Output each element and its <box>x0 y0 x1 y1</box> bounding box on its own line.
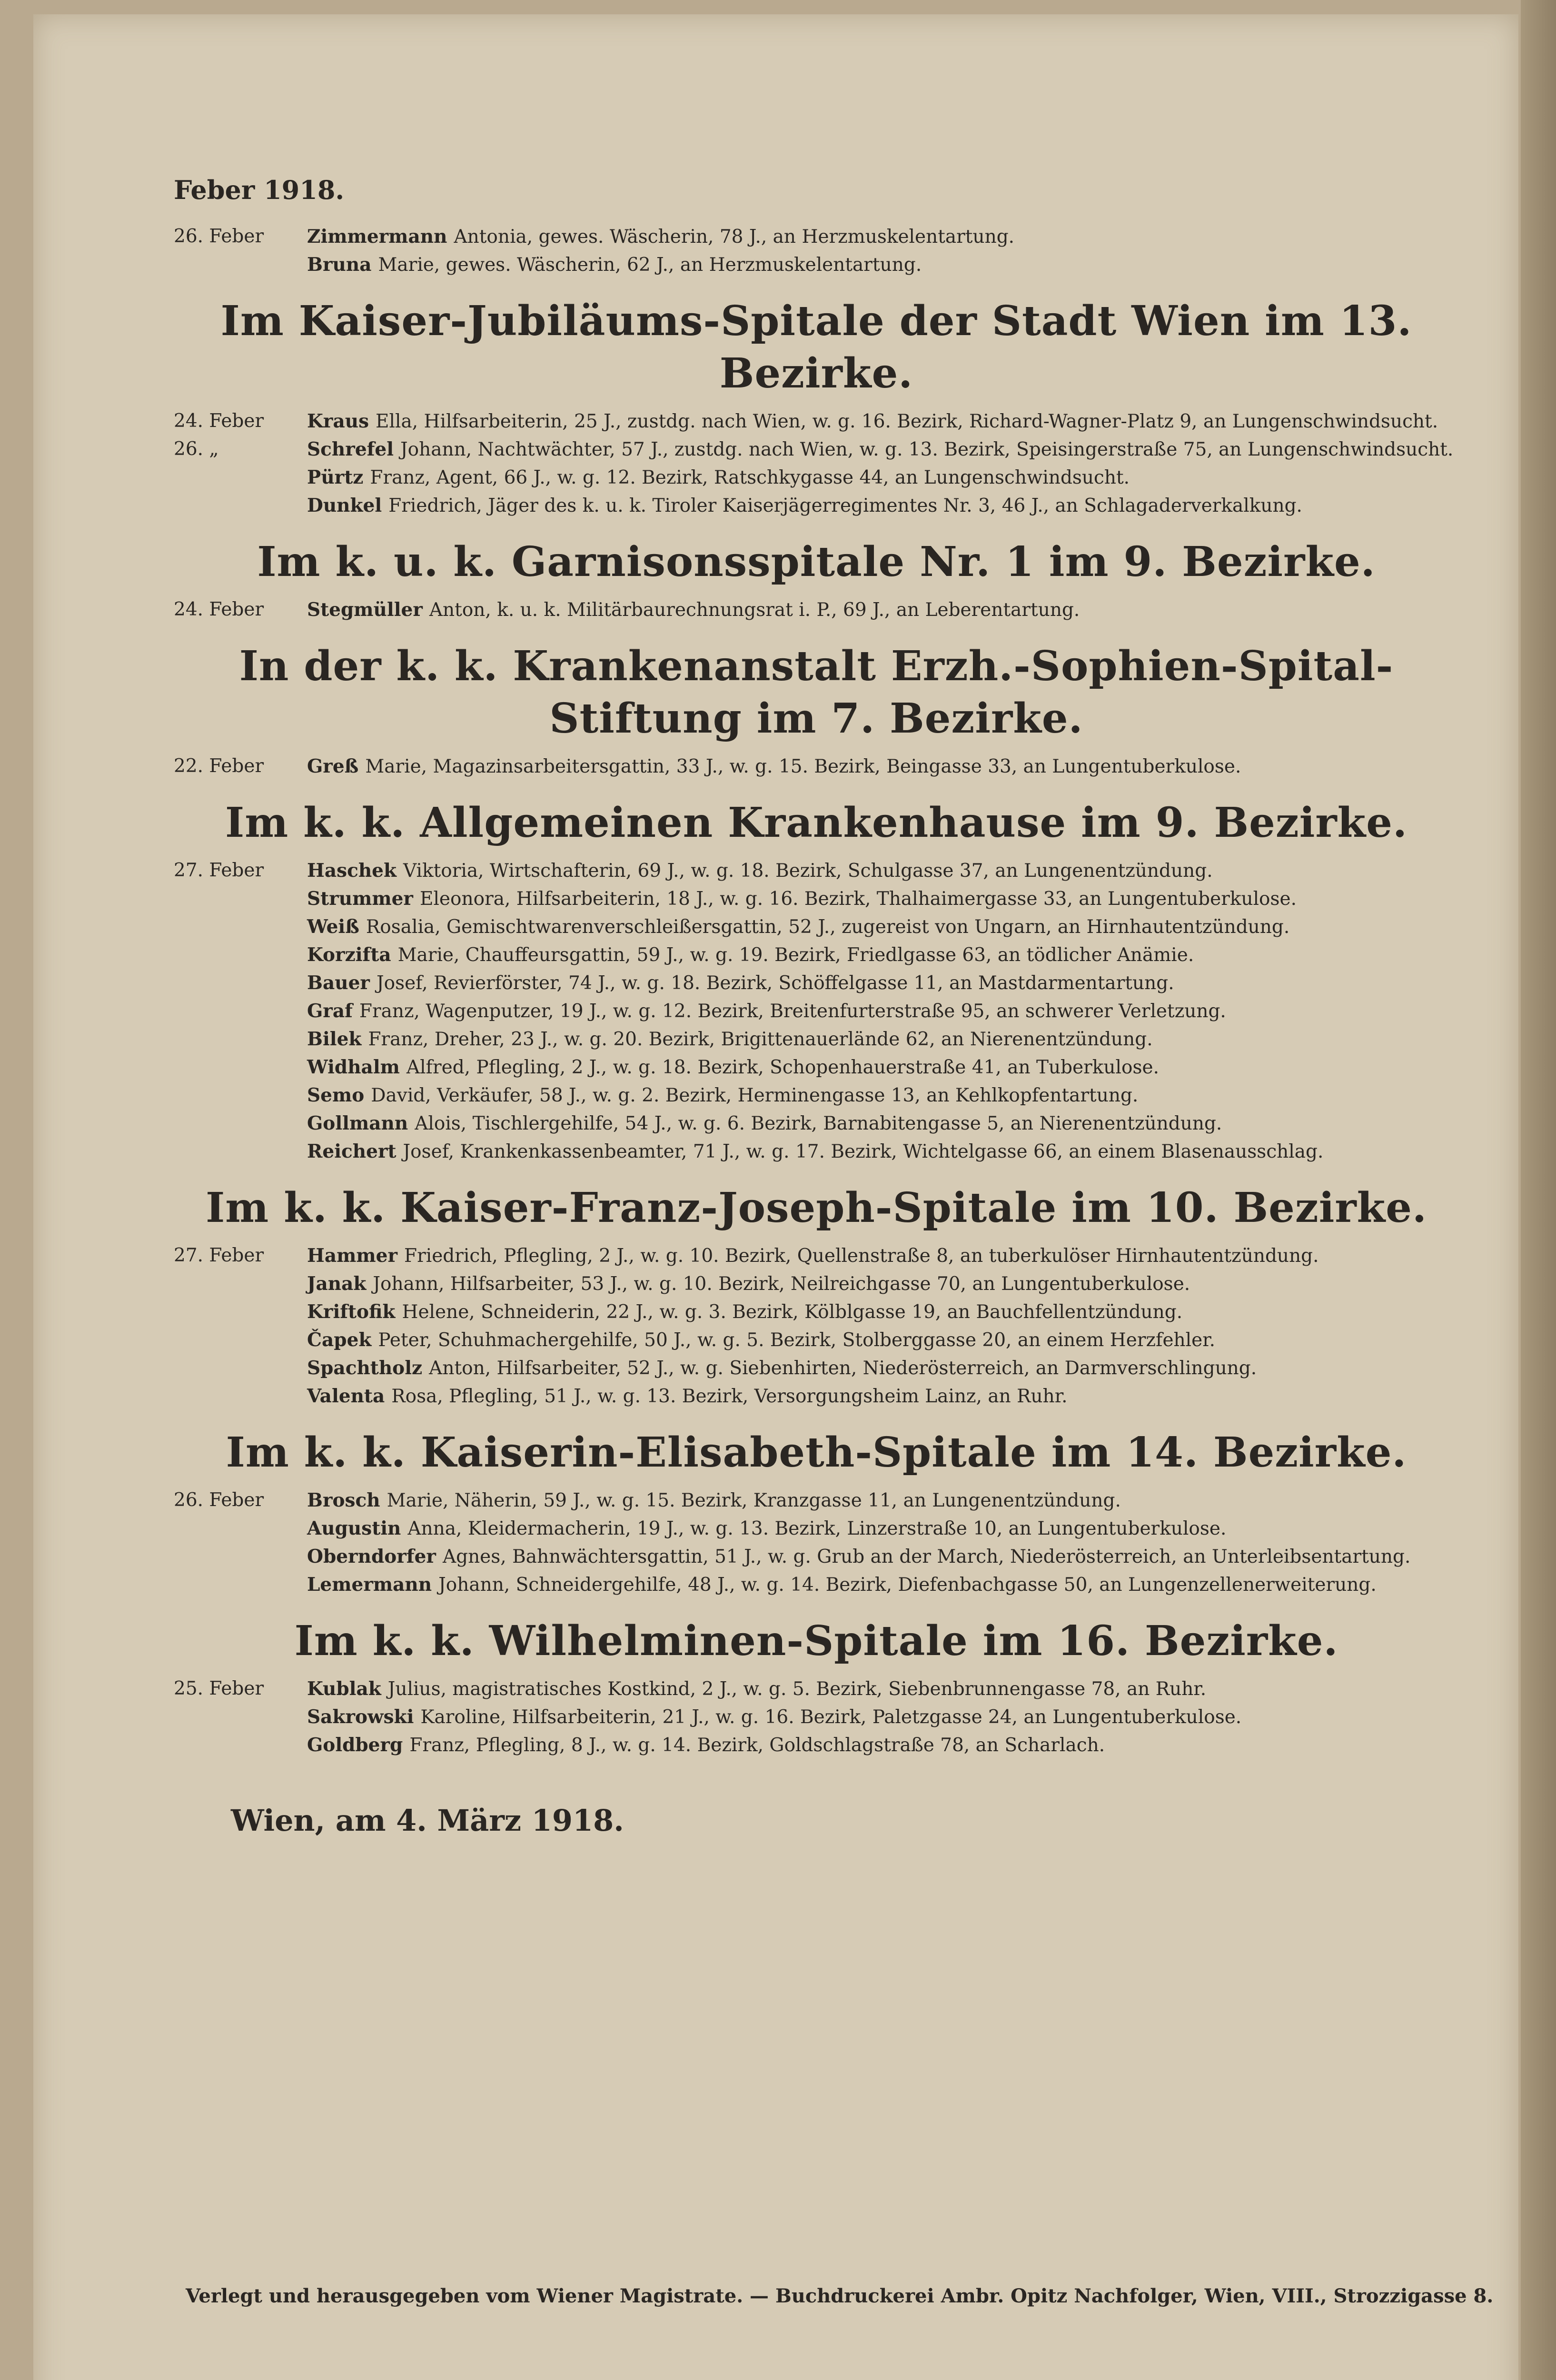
entry-date <box>174 1298 307 1326</box>
entry-body <box>307 1081 1459 1110</box>
entry-surname: Widhalm <box>307 1056 400 1078</box>
entry-date <box>174 941 307 969</box>
entry-body <box>307 969 1459 997</box>
entry-details: Josef, Krankenkassenbeamter, 71 J., w. g. 17. Bezirk, Wichtelgasse 66, an einem Blasenausschlag. <box>403 1141 1324 1162</box>
entry-date: 27. Feber <box>174 860 264 881</box>
death-entry <box>174 1138 1459 1166</box>
entry-body <box>307 885 1459 913</box>
entry-date <box>174 1270 307 1298</box>
entry-date <box>174 1515 307 1543</box>
entry-details: Alois, Tischlergehilfe, 54 J., w. g. 6. Bezirk, Barnabitengasse 5, an Nierenentzündung. <box>415 1113 1222 1134</box>
entry-details: Helene, Schneiderin, 22 J., w. g. 3. Bezirk, Kölblgasse 19, an Bauchfellentzündung. <box>402 1301 1183 1323</box>
entry-date <box>174 1731 307 1759</box>
entry-body <box>307 492 1459 520</box>
death-entry <box>174 1025 1459 1053</box>
entry-body <box>307 941 1459 969</box>
death-entry <box>174 223 1459 251</box>
entry-surname: Kriftofik <box>307 1301 396 1323</box>
entry-surname: Stegmüller <box>307 599 423 621</box>
entry-body <box>307 223 1459 251</box>
death-entry <box>174 857 1459 885</box>
entry-details: Johann, Hilfsarbeiter, 53 J., w. g. 10. Bezirk, Neilreichgasse 70, an Lungentuberkulose. <box>373 1273 1190 1295</box>
entry-surname: Augustin <box>307 1517 401 1539</box>
entry-date <box>174 1354 307 1382</box>
entry-date: 24. Feber <box>174 410 264 432</box>
entry-surname: Bauer <box>307 972 370 994</box>
entry-surname: Weiß <box>307 916 359 938</box>
entry-date <box>174 885 307 913</box>
entry-body <box>307 913 1459 941</box>
entry-details: Johann, Schneidergehilfe, 48 J., w. g. 14. Bezirk, Diefenbachgasse 50, an Lungenzellenerweiterung. <box>438 1574 1377 1596</box>
death-entry <box>174 1543 1459 1571</box>
entry-details: Anna, Kleidermacherin, 19 J., w. g. 13. Bezirk, Linzerstraße 10, an Lungentuberkulose. <box>407 1518 1227 1539</box>
entry-details: Franz, Dreher, 23 J., w. g. 20. Bezirk, Brigittenauerlände 62, an Nierenentzündung. <box>368 1029 1153 1050</box>
entry-date <box>174 997 307 1025</box>
entry-surname: Zimmermann <box>307 226 447 248</box>
death-entry <box>174 941 1459 969</box>
entry-body <box>307 464 1459 492</box>
death-entry <box>174 1675 1459 1703</box>
entry-surname: Hammer <box>307 1245 398 1267</box>
entry-surname: Pürtz <box>307 466 364 488</box>
entry-date <box>174 1326 307 1354</box>
death-entry <box>174 753 1459 781</box>
entry-date: 26. Feber <box>174 226 264 247</box>
sections-container <box>174 223 1459 1759</box>
death-entry <box>174 1242 1459 1270</box>
entry-body <box>307 1053 1459 1081</box>
entry-details: Ella, Hilfsarbeiterin, 25 J., zustdg. nach Wien, w. g. 16. Bezirk, Richard-Wagner-Platz 9, an Lungenschwindsucht. <box>376 411 1438 432</box>
entry-details: Antonia, gewes. Wäscherin, 78 J., an Herzmuskelentartung. <box>454 226 1015 248</box>
entry-date <box>174 464 307 492</box>
entry-details: Rosa, Pflegling, 51 J., w. g. 13. Bezirk, Versorgungsheim Lainz, an Ruhr. <box>391 1386 1068 1407</box>
entry-body <box>307 1242 1459 1270</box>
section-title: In der k. k. Krankenanstalt Erzh.-Sophien-Spital-Stiftung im 7. Bezirke. <box>239 642 1394 743</box>
death-entry <box>174 1326 1459 1354</box>
entry-date: 26. „ <box>174 438 219 460</box>
death-entry <box>174 251 1459 279</box>
entry-date: 26. Feber <box>174 1489 264 1511</box>
death-entry <box>174 913 1459 941</box>
entry-body <box>307 251 1459 279</box>
entry-details: Josef, Revierförster, 74 J., w. g. 18. Bezirk, Schöffelgasse 11, an Mastdarmentartung. <box>376 972 1174 994</box>
entry-details: Alfred, Pflegling, 2 J., w. g. 18. Bezirk, Schopenhauerstraße 41, an Tuberkulose. <box>406 1057 1159 1078</box>
entry-body <box>307 1110 1459 1138</box>
entry-surname: Graf <box>307 1000 353 1022</box>
entry-body <box>307 1025 1459 1053</box>
entry-surname: Korzifta <box>307 944 391 966</box>
death-entry <box>174 407 1459 436</box>
death-entry <box>174 492 1459 520</box>
entry-body <box>307 1543 1459 1571</box>
entry-date <box>174 1053 307 1081</box>
entry-surname: Bilek <box>307 1028 362 1050</box>
imprint-footer: Verlegt und herausgegeben vom Wiener Magistrate. — Buchdruckerei Ambr. Opitz Nachfolger, Wien, VIII., Strozzigasse 8. <box>186 2285 1494 2307</box>
entry-surname: Sakrowski <box>307 1706 414 1728</box>
entry-date <box>174 492 307 520</box>
entry-surname: Oberndorfer <box>307 1546 436 1567</box>
death-entry <box>174 885 1459 913</box>
document-body <box>174 175 1459 1838</box>
entry-details: Anton, k. u. k. Militärbaurechnungsrat i. P., 69 J., an Leberentartung. <box>429 599 1080 621</box>
entry-date <box>174 969 307 997</box>
death-entry <box>174 1703 1459 1731</box>
entry-body <box>307 1270 1459 1298</box>
entry-date <box>174 1382 307 1410</box>
entry-details: Friedrich, Jäger des k. u. k. Tiroler Kaiserjägerregimentes Nr. 3, 46 J., an Schlagaderverkalkung. <box>388 495 1302 516</box>
entry-surname: Greß <box>307 755 359 777</box>
section-title: Im k. u. k. Garnisonsspitale Nr. 1 im 9. Bezirke. <box>257 538 1376 586</box>
entry-surname: Strummer <box>307 888 413 910</box>
entry-details: Viktoria, Wirtschafterin, 69 J., w. g. 18. Bezirk, Schulgasse 37, an Lungenentzündung. <box>403 860 1213 882</box>
entry-body <box>307 1703 1459 1731</box>
entry-body <box>307 1382 1459 1410</box>
death-entry <box>174 596 1459 624</box>
entry-date <box>174 1138 307 1166</box>
entry-surname: Čapek <box>307 1329 372 1351</box>
entry-details: Agnes, Bahnwächtersgattin, 51 J., w. g. Grub an der March, Niederösterreich, an Unterleibsentartung. <box>442 1546 1411 1567</box>
death-entry <box>174 1515 1459 1543</box>
entry-date <box>174 913 307 941</box>
entry-date <box>174 251 307 279</box>
entry-body <box>307 1675 1459 1703</box>
entry-date <box>174 1025 307 1053</box>
entry-details: Marie, Chauffeursgattin, 59 J., w. g. 19. Bezirk, Friedlgasse 63, an tödlicher Anämie. <box>397 944 1194 966</box>
death-entry <box>174 436 1459 464</box>
entry-details: Eleonora, Hilfsarbeiterin, 18 J., w. g. 16. Bezirk, Thalhaimergasse 33, an Lungentuberkulose. <box>419 888 1297 910</box>
entry-body <box>307 436 1459 464</box>
death-entry <box>174 1382 1459 1410</box>
entry-surname: Schrefel <box>307 438 394 460</box>
section-title: Im k. k. Allgemeinen Krankenhause im 9. Bezirke. <box>225 799 1407 847</box>
entry-body <box>307 997 1459 1025</box>
section-title: Im Kaiser-Jubiläums-Spitale der Stadt Wien im 13. Bezirke. <box>220 297 1412 397</box>
entry-details: Julius, magistratisches Kostkind, 2 J., w. g. 5. Bezirk, Siebenbrunnengasse 78, an Ruhr. <box>387 1678 1207 1700</box>
entry-details: Johann, Nachtwächter, 57 J., zustdg. nach Wien, w. g. 13. Bezirk, Speisingerstraße 75, an Lungenschwindsucht. <box>400 439 1454 460</box>
death-entry <box>174 1053 1459 1081</box>
entry-date <box>174 1081 307 1110</box>
entry-date: 22. Feber <box>174 755 264 777</box>
entry-date: 24. Feber <box>174 599 264 620</box>
death-entry <box>174 1487 1459 1515</box>
entry-surname: Lemermann <box>307 1574 432 1596</box>
closing-line: Wien, am 4. März 1918. <box>231 1803 624 1838</box>
entry-surname: Goldberg <box>307 1734 403 1756</box>
entry-body <box>307 1326 1459 1354</box>
entry-surname: Bruna <box>307 254 372 276</box>
page-edge <box>1521 0 1556 2380</box>
entry-date <box>174 1110 307 1138</box>
entry-details: Friedrich, Pflegling, 2 J., w. g. 10. Bezirk, Quellenstraße 8, an tuberkulöser Hirnhautentzündung. <box>404 1245 1319 1267</box>
section-title: Im k. k. Kaiser-Franz-Joseph-Spitale im 10. Bezirke. <box>206 1184 1427 1232</box>
entry-surname: Kublak <box>307 1678 381 1700</box>
entry-body <box>307 857 1459 885</box>
entry-surname: Spachtholz <box>307 1357 423 1379</box>
entry-details: Marie, Magazinsarbeitersgattin, 33 J., w. g. 15. Bezirk, Beingasse 33, an Lungentuberkulose. <box>365 756 1241 777</box>
entry-surname: Gollmann <box>307 1112 408 1134</box>
entry-details: Rosalia, Gemischtwarenverschleißersgattin, 52 J., zugereist von Ungarn, an Hirnhautentzündung. <box>366 916 1290 938</box>
entry-surname: Semo <box>307 1084 365 1106</box>
entry-body <box>307 1487 1459 1515</box>
death-entry <box>174 464 1459 492</box>
entry-surname: Brosch <box>307 1489 380 1511</box>
death-entry <box>174 1081 1459 1110</box>
entry-date <box>174 1703 307 1731</box>
entry-body <box>307 1298 1459 1326</box>
death-entry <box>174 1298 1459 1326</box>
death-entry <box>174 997 1459 1025</box>
entry-details: David, Verkäufer, 58 J., w. g. 2. Bezirk, Herminengasse 13, an Kehlkopfentartung. <box>371 1085 1139 1106</box>
entry-details: Franz, Agent, 66 J., w. g. 12. Bezirk, Ratschkygasse 44, an Lungenschwindsucht. <box>370 467 1130 488</box>
entry-surname: Kraus <box>307 410 369 432</box>
death-entry <box>174 969 1459 997</box>
death-entry <box>174 1270 1459 1298</box>
entry-body <box>307 596 1459 624</box>
entry-surname: Valenta <box>307 1385 385 1407</box>
entry-body <box>307 1731 1459 1759</box>
entry-date: 27. Feber <box>174 1245 264 1266</box>
month-heading: Feber 1918. <box>174 175 345 205</box>
entry-details: Marie, gewes. Wäscherin, 62 J., an Herzmuskelentartung. <box>378 254 922 276</box>
entry-surname: Haschek <box>307 860 397 882</box>
entry-body <box>307 1138 1459 1166</box>
entry-date <box>174 1571 307 1599</box>
death-entry <box>174 1354 1459 1382</box>
section-title: Im k. k. Wilhelminen-Spitale im 16. Bezirke. <box>294 1617 1338 1665</box>
entry-details: Peter, Schuhmachergehilfe, 50 J., w. g. 5. Bezirk, Stolberggasse 20, an einem Herzfehler. <box>378 1329 1215 1351</box>
death-entry <box>174 1571 1459 1599</box>
entry-surname: Reichert <box>307 1140 396 1162</box>
entry-body <box>307 1354 1459 1382</box>
entry-date <box>174 1543 307 1571</box>
entry-body <box>307 753 1459 781</box>
entry-body <box>307 407 1459 436</box>
entry-details: Marie, Näherin, 59 J., w. g. 15. Bezirk, Kranzgasse 11, an Lungenentzündung. <box>387 1490 1121 1511</box>
entry-surname: Dunkel <box>307 495 382 516</box>
entry-details: Anton, Hilfsarbeiter, 52 J., w. g. Siebenhirten, Niederösterreich, an Darmverschlingung. <box>429 1358 1257 1379</box>
entry-details: Franz, Pflegling, 8 J., w. g. 14. Bezirk, Goldschlagstraße 78, an Scharlach. <box>409 1735 1105 1756</box>
entry-date: 25. Feber <box>174 1678 264 1699</box>
entry-details: Franz, Wagenputzer, 19 J., w. g. 12. Bezirk, Breitenfurterstraße 95, an schwerer Verletzung. <box>359 1001 1226 1022</box>
entry-body <box>307 1571 1459 1599</box>
entry-details: Karoline, Hilfsarbeiterin, 21 J., w. g. 16. Bezirk, Paletzgasse 24, an Lungentuberkulose. <box>420 1706 1242 1728</box>
entry-surname: Janak <box>307 1273 367 1295</box>
entry-body <box>307 1515 1459 1543</box>
section-title: Im k. k. Kaiserin-Elisabeth-Spitale im 14. Bezirke. <box>226 1428 1407 1477</box>
death-entry <box>174 1110 1459 1138</box>
death-entry <box>174 1731 1459 1759</box>
